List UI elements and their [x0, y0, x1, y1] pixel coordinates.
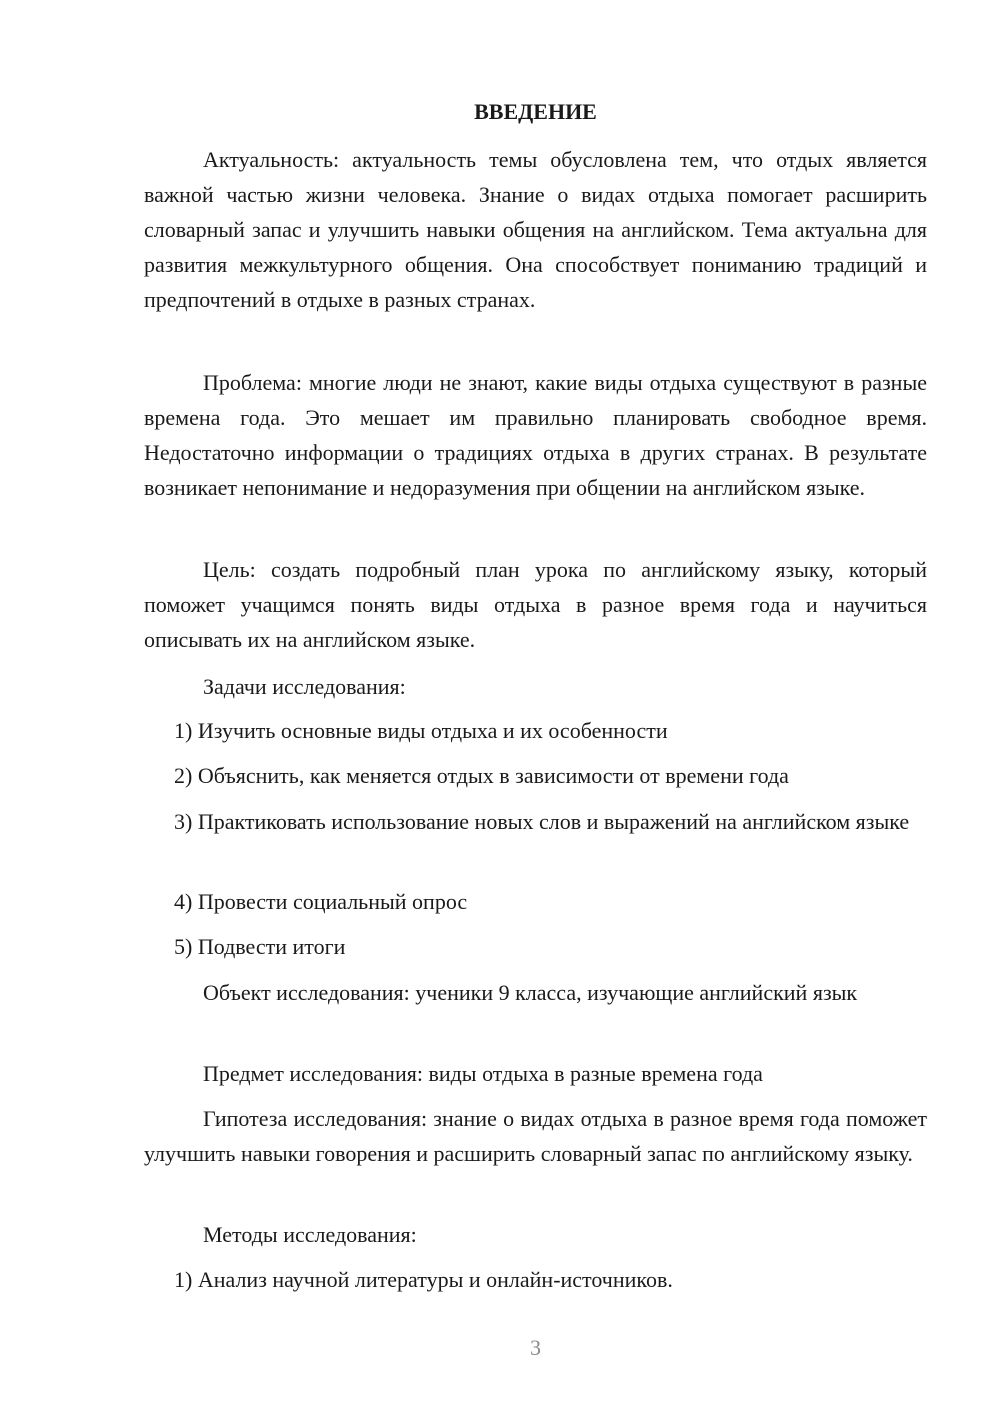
task-item-3: 3) Практиковать использование новых слов и выражений на английском языке: [174, 809, 910, 834]
hypothesis-paragraph: Гипотеза исследования: знание о видах отдыха в разное время года поможет улучшить навыки говорения и расширить словарный запас по английскому языку.: [144, 1106, 927, 1166]
goal-paragraph: Цель: создать подробный план урока по английскому языку, который поможет учащимся понять виды отдыха в разное время года и научиться описывать их на английском языке.: [144, 557, 927, 652]
object-paragraph: Объект исследования: ученики 9 класса, изучающие английский язык: [203, 980, 858, 1005]
methods-heading: Методы исследования:: [203, 1222, 417, 1247]
tasks-heading: Задачи исследования:: [203, 674, 406, 699]
method-item-1: 1) Анализ научной литературы и онлайн-источников.: [174, 1267, 673, 1292]
page-number: 3: [530, 1335, 541, 1360]
subject-paragraph: Предмет исследования: виды отдыха в разные времена года: [203, 1061, 763, 1086]
section-title: ВВЕДЕНИЕ: [474, 99, 597, 124]
task-item-1: 1) Изучить основные виды отдыха и их особенности: [174, 718, 668, 743]
task-item-5: 5) Подвести итоги: [174, 934, 346, 959]
document-page: [144, 0, 927, 1414]
task-item-4: 4) Провести социальный опрос: [174, 889, 468, 914]
problem-paragraph: Проблема: многие люди не знают, какие виды отдыха существуют в разные времена года. Это мешает им правильно планировать свободное время. Недостаточно информации о традициях отдыха в других странах. В результате возникает непонимание и недоразумения при общении на английском языке.: [144, 370, 927, 500]
task-item-2: 2) Объяснить, как меняется отдых в зависимости от времени года: [174, 763, 789, 788]
relevance-paragraph: Актуальность: актуальность темы обусловлена тем, что отдых является важной частью жизни человека. Знание о видах отдыха помогает расширить словарный запас и улучшить навыки общения на английском. Тема актуальна для развития межкультурного общения. Она способствует пониманию традиций и предпочтений в отдыхе в разных странах.: [144, 147, 927, 312]
